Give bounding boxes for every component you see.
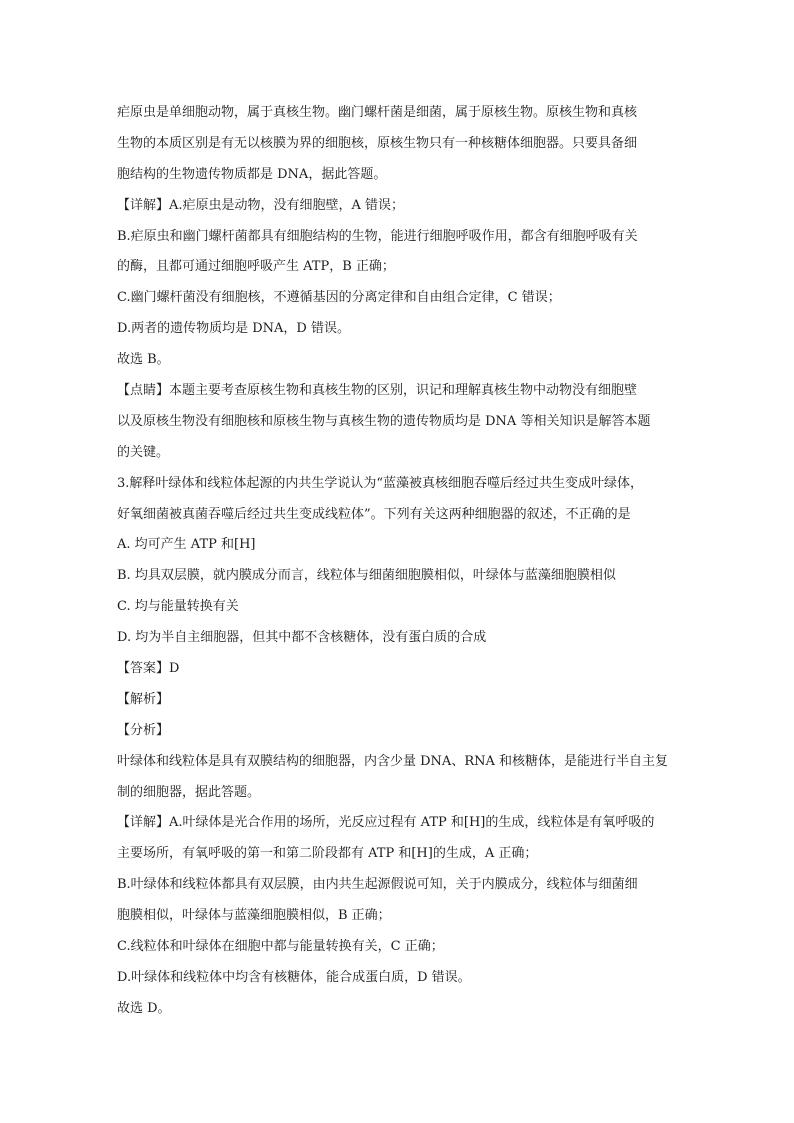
text-line: 叶绿体和线粒体是具有双膜结构的细胞器，内含少量 DNA、RNA 和核糖体，是能进行半自主复 — [117, 753, 669, 769]
text-line: 生物的本质区别是有无以核膜为界的细胞核，原核生物只有一种核糖体细胞器。只要具备细 — [117, 135, 638, 151]
text-line: B.疟原虫和幽门螺杆菌都具有细胞结构的生物，能进行细胞呼吸作用，都含有细胞呼吸有关 — [117, 228, 638, 244]
text-line: C.幽门螺杆菌没有细胞核，不遵循基因的分离定律和自由组合定律，C 错误； — [117, 290, 561, 306]
text-line: 故选 B。 — [117, 352, 170, 368]
text-line: 【详解】A.叶绿体是光合作用的场所，光反应过程有 ATP 和[H]的生成，线粒体是有氧呼吸的 — [117, 815, 655, 831]
text-line: B. 均具双层膜，就内膜成分而言，线粒体与细菌细胞膜相似，叶绿体与蓝藻细胞膜相似 — [117, 568, 616, 584]
text-line: 主要场所，有氧呼吸的第一和第二阶段都有 ATP 和[H]的生成，A 正确； — [117, 846, 538, 862]
text-line: 制的细胞器，据此答题。 — [117, 784, 261, 800]
text-line: 胞结构的生物遗传物质都是 DNA，据此答题。 — [117, 166, 387, 182]
text-line: 胞膜相似，叶绿体与蓝藻细胞膜相似，B 正确； — [117, 908, 391, 924]
text-line: 的酶，且都可通过细胞呼吸产生 ATP，B 正确； — [117, 259, 395, 275]
document-page — [117, 98, 683, 1025]
text-line: D.两者的遗传物质均是 DNA，D 错误。 — [117, 321, 350, 337]
text-line: 【点睛】本题主要考查原核生物和真核生物的区别，识记和理解真核生物中动物没有细胞壁 — [117, 383, 638, 399]
text-line: 以及原核生物没有细胞核和原核生物与真核生物的遗传物质均是 DNA 等相关知识是解答本题 — [117, 413, 651, 429]
text-line: 【分析】 — [117, 722, 170, 738]
text-line: 的关键。 — [117, 444, 170, 460]
text-line: 3.解释叶绿体和线粒体起源的内共生学说认为“蓝藻被真核细胞吞噬后经过共生变成叶绿体， — [117, 475, 644, 491]
text-line: C. 均与能量转换有关 — [117, 599, 239, 615]
text-line: D.叶绿体和线粒体中均含有核糖体，能合成蛋白质，D 错误。 — [117, 969, 471, 985]
text-line: 【解析】 — [117, 691, 170, 707]
text-line: 故选 D。 — [117, 1000, 171, 1016]
text-line: 好氧细菌被真菌吞噬后经过共生变成线粒体”。下列有关这两种细胞器的叙述，不正确的是 — [117, 506, 631, 522]
text-line: 疟原虫是单细胞动物，属于真核生物。幽门螺杆菌是细菌，属于原核生物。原核生物和真核 — [117, 105, 638, 120]
text-line: B.叶绿体和线粒体都具有双层膜，由内共生起源假说可知，关于内膜成分，线粒体与细菌细 — [117, 877, 638, 893]
text-line: 【答案】D — [117, 661, 180, 677]
text-line: 【详解】A.疟原虫是动物，没有细胞壁，A 错误； — [117, 197, 405, 213]
text-line: A. 均可产生 ATP 和[H] — [117, 537, 256, 553]
text-line: D. 均为半自主细胞器，但其中都不含核糖体，没有蛋白质的合成 — [117, 630, 487, 646]
text-line: C.线粒体和叶绿体在细胞中都与能量转换有关，C 正确； — [117, 939, 444, 955]
